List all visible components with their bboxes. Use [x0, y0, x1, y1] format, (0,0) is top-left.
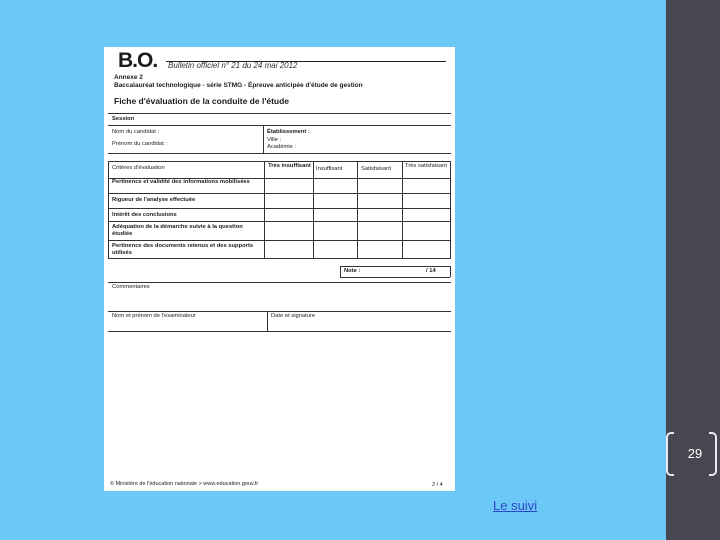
baccalaureat-line: Baccalauréat technologique - série STMG - Épreuve anticipée d'étude de gestion: [114, 82, 363, 89]
annexe-label: Annexe 2: [114, 74, 143, 81]
candidate-name-label: Nom du candidat :: [112, 129, 160, 135]
criteria-col-rule: [108, 161, 109, 258]
criteria-col-rule: [313, 161, 314, 258]
criterion-label: Pertinence et validité des informations mobilisées: [112, 179, 250, 185]
note-box-bottom: [340, 277, 450, 278]
bulletin-reference: Bulletin officiel n° 21 du 24 mai 2012: [168, 61, 298, 70]
fiche-title: Fiche d'évaluation de la conduite de l'étude: [114, 96, 290, 106]
page-number: 29: [687, 446, 703, 461]
city-label: Ville :: [267, 137, 282, 143]
note-label: Note :: [344, 268, 361, 274]
le-suivi-link[interactable]: Le suivi: [493, 498, 538, 513]
level-header: Satisfaisant: [361, 166, 391, 172]
examiner-label: Nom et prénom de l'examinateur: [112, 313, 196, 319]
criteria-row-rule: [108, 208, 451, 209]
bo-logo: B.O.: [118, 49, 158, 72]
note-total: / 14: [426, 268, 436, 274]
level-header: Très insuffisant: [268, 163, 311, 169]
note-box-top: [340, 266, 450, 267]
academy-label: Académie :: [267, 144, 296, 150]
criteria-row-rule: [108, 193, 451, 194]
comments-label: Commentaires: [112, 284, 150, 290]
session-top-rule: [108, 113, 451, 114]
document-footer: © Ministère de l'éducation nationale > www.education.gouv.fr: [110, 481, 259, 487]
establishment-label: Établissement :: [267, 129, 310, 135]
session-bottom-rule: [108, 153, 451, 154]
examiner-bottom-rule: [108, 331, 451, 332]
candidate-firstname-label: Prénom du candidat :: [112, 141, 168, 147]
session-divider: [108, 125, 451, 126]
session-vertical-divider: [263, 125, 264, 153]
level-header: Insuffisant: [316, 166, 343, 172]
criteria-col-rule: [264, 161, 265, 258]
criteria-col-rule: [450, 161, 451, 258]
comments-top-rule: [108, 282, 451, 283]
criterion-label: Pertinence des documents retenus et des supports utilisés: [112, 243, 254, 256]
comments-bottom-rule: [108, 311, 451, 312]
criteria-row-rule: [108, 240, 451, 241]
level-header: Très satisfaisant: [405, 163, 447, 169]
note-box-left: [340, 266, 341, 277]
criteria-table-bottom: [108, 258, 451, 259]
criterion-label: Intérêt des conclusions: [112, 212, 177, 218]
examiner-divider: [267, 311, 268, 331]
document-page-count: 2 / 4: [432, 482, 443, 488]
criterion-label: Adéquation de la démarche suivie à la question étudiée: [112, 224, 243, 237]
session-label: Session: [112, 116, 135, 122]
criteria-row-rule: [108, 221, 451, 222]
criterion-label: Rigueur de l'analyse effectuée: [112, 197, 196, 203]
criteria-header: Critères d'évaluation: [112, 165, 165, 171]
note-box-right: [450, 266, 451, 277]
date-signature-label: Date et signature: [271, 313, 316, 319]
criteria-col-rule: [357, 161, 358, 258]
scanned-document: [104, 47, 455, 491]
criteria-col-rule: [402, 161, 403, 258]
criteria-table-top: [108, 161, 451, 162]
